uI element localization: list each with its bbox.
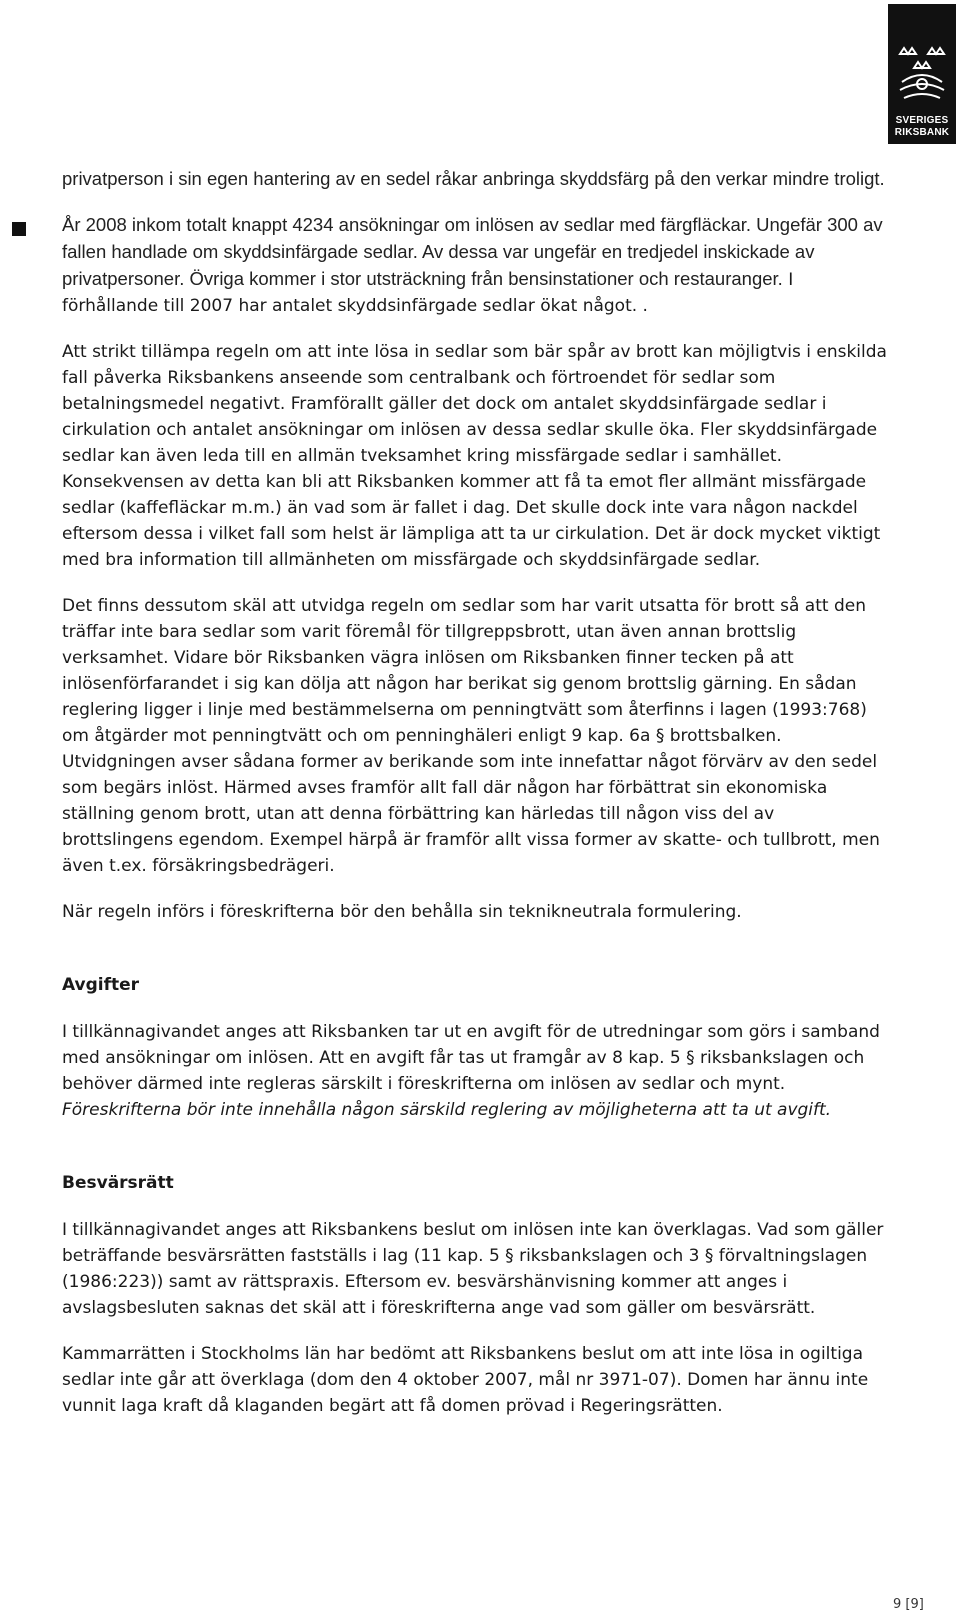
margin-marker — [12, 222, 26, 236]
heading-besvarsratt: Besvärsrätt — [62, 1173, 174, 1193]
paragraph-kammarratten: Kammarrätten i Stockholms län har bedömt att Riksbankens beslut om att inte lösa in ogiltiga sedlar inte går att överklaga (dom den 4 oktober 2007, mål nr 3971-07). Domen har ännu inte vunnit laga kraft då klaganden begärt att få domen prövad i Regeringsrätten. — [62, 1344, 869, 1416]
paragraph-statistics — [62, 212, 890, 319]
paragraph-anseende: Att strikt tillämpa regeln om att inte lösa in sedlar som bär spår av brott kan möjligtvis i enskilda fall påverka Riksbankens anseende som centralbank och förtroendet för sedlar som betalningsmedel negativt. Framförallt gäller det dock om antalet skyddsinfärgade sedlar i cirkulation och antalet ansökningar om inlösen av dessa sedlar skulle öka. Fler skyddsinfärgade sedlar kan även leda till en allmän tveksamhet kring missfärgade sedlar i samhället. Konsekvensen av detta kan bli att Riksbanken kommer att få ta emot fler allmänt missfärgade sedlar (kaffefläckar m.m.) än vad som är fallet i dag. Det skulle dock inte vara någon nackdel eftersom dessa i vilket fall som helst är lämpliga att ta ur cirkulation. Det är dock mycket viktigt med bra information till allmänheten om missfärgade och skyddsinfärgade sedlar. — [62, 342, 887, 570]
paragraph-privatperson: privatperson i sin egen hantering av en sedel råkar anbringa skyddsfärg på den verkar mindre troligt. — [62, 168, 885, 189]
paragraph-avgifter — [62, 1019, 890, 1123]
paragraph-besvarsratt: I tillkännagivandet anges att Riksbankens beslut om inlösen inte kan överklagas. Vad som gäller beträffande besvärsrätten fastställs i lag (11 kap. 5 § riksbankslagen och 3 § förvaltningslagen (1986:223)) samt av rättspraxis. Eftersom ev. besvärshänvisning kommer att anges i avslagsbesluten saknas det skäl att i föreskrifterna ange vad som gäller om besvärsrätt. — [62, 1220, 884, 1318]
page-number: 9 [9] — [893, 1597, 924, 1612]
paragraph-avgifter-text: I tillkännagivandet anges att Riksbanken tar ut en avgift för de utredningar som görs i samband med ansökningar om inlösen. Att en avgift får tas ut framgår av 8 kap. 5 § riksbankslagen och behöver därmed inte regleras särskilt i föreskrifterna om inlösen av sedlar och mynt. — [62, 1022, 880, 1094]
crown-emblem-icon — [894, 44, 950, 108]
document-body — [62, 166, 890, 1419]
paragraph-statistics-text: År 2008 inkom totalt knappt 4234 ansökningar om inlösen av sedlar med färgfläckar. Ungefär 300 av fallen handlade om skyddsinfärgade sedlar. Av dessa var ungefär en tredjedel inskickade av privatpersoner. Övriga kommer i stor utsträckning från bensinstationer och restauranger. — [62, 214, 883, 289]
logo-text-riksbank: RIKSBANK — [894, 127, 950, 138]
riksbank-logo — [888, 4, 956, 144]
logo-text-sveriges: SVERIGES — [895, 115, 949, 126]
paragraph-avgifter-italic: Föreskrifterna bör inte innehålla någon särskild reglering av möjligheterna att ta ut avgift. — [62, 1100, 832, 1120]
heading-avgifter: Avgifter — [62, 975, 140, 995]
paragraph-statistics-tail: I förhållande till 2007 har antalet skyddsinfärgade sedlar ökat något. . — [62, 270, 794, 316]
paragraph-teknikneutral: När regeln införs i föreskrifterna bör den behålla sin teknikneutrala formulering. — [62, 902, 742, 922]
paragraph-utvidga: Det finns dessutom skäl att utvidga regeln om sedlar som har varit utsatta för brott så att den träffar inte bara sedlar som varit föremål för tillgreppsbrott, utan även annan brottslig verksamhet. Vidare bör Riksbanken vägra inlösen om Riksbanken finner tecken på att inlösenförfarandet i sig kan dölja att någon har berikat sig genom brottslig gärning. En sådan reglering ligger i linje med bestämmelserna om penningtvätt som återfinns i lagen (1993:768) om åtgärder mot penningtvätt och om penninghäleri enligt 9 kap. 6a § brottsbalken. Utvidgningen avser sådana former av berikande som inte innefattar något förvärv av den sedel som begärs inlöst. Härmed avses framför allt fall där någon har förbättrat sin ekonomiska ställning genom brott, utan att denna förbättring kan härledas till någon viss del av brottslingens egendom. Exempel härpå är framför allt vissa former av skatte- och tullbrott, men även t.ex. försäkringsbedrägeri. — [62, 596, 880, 876]
